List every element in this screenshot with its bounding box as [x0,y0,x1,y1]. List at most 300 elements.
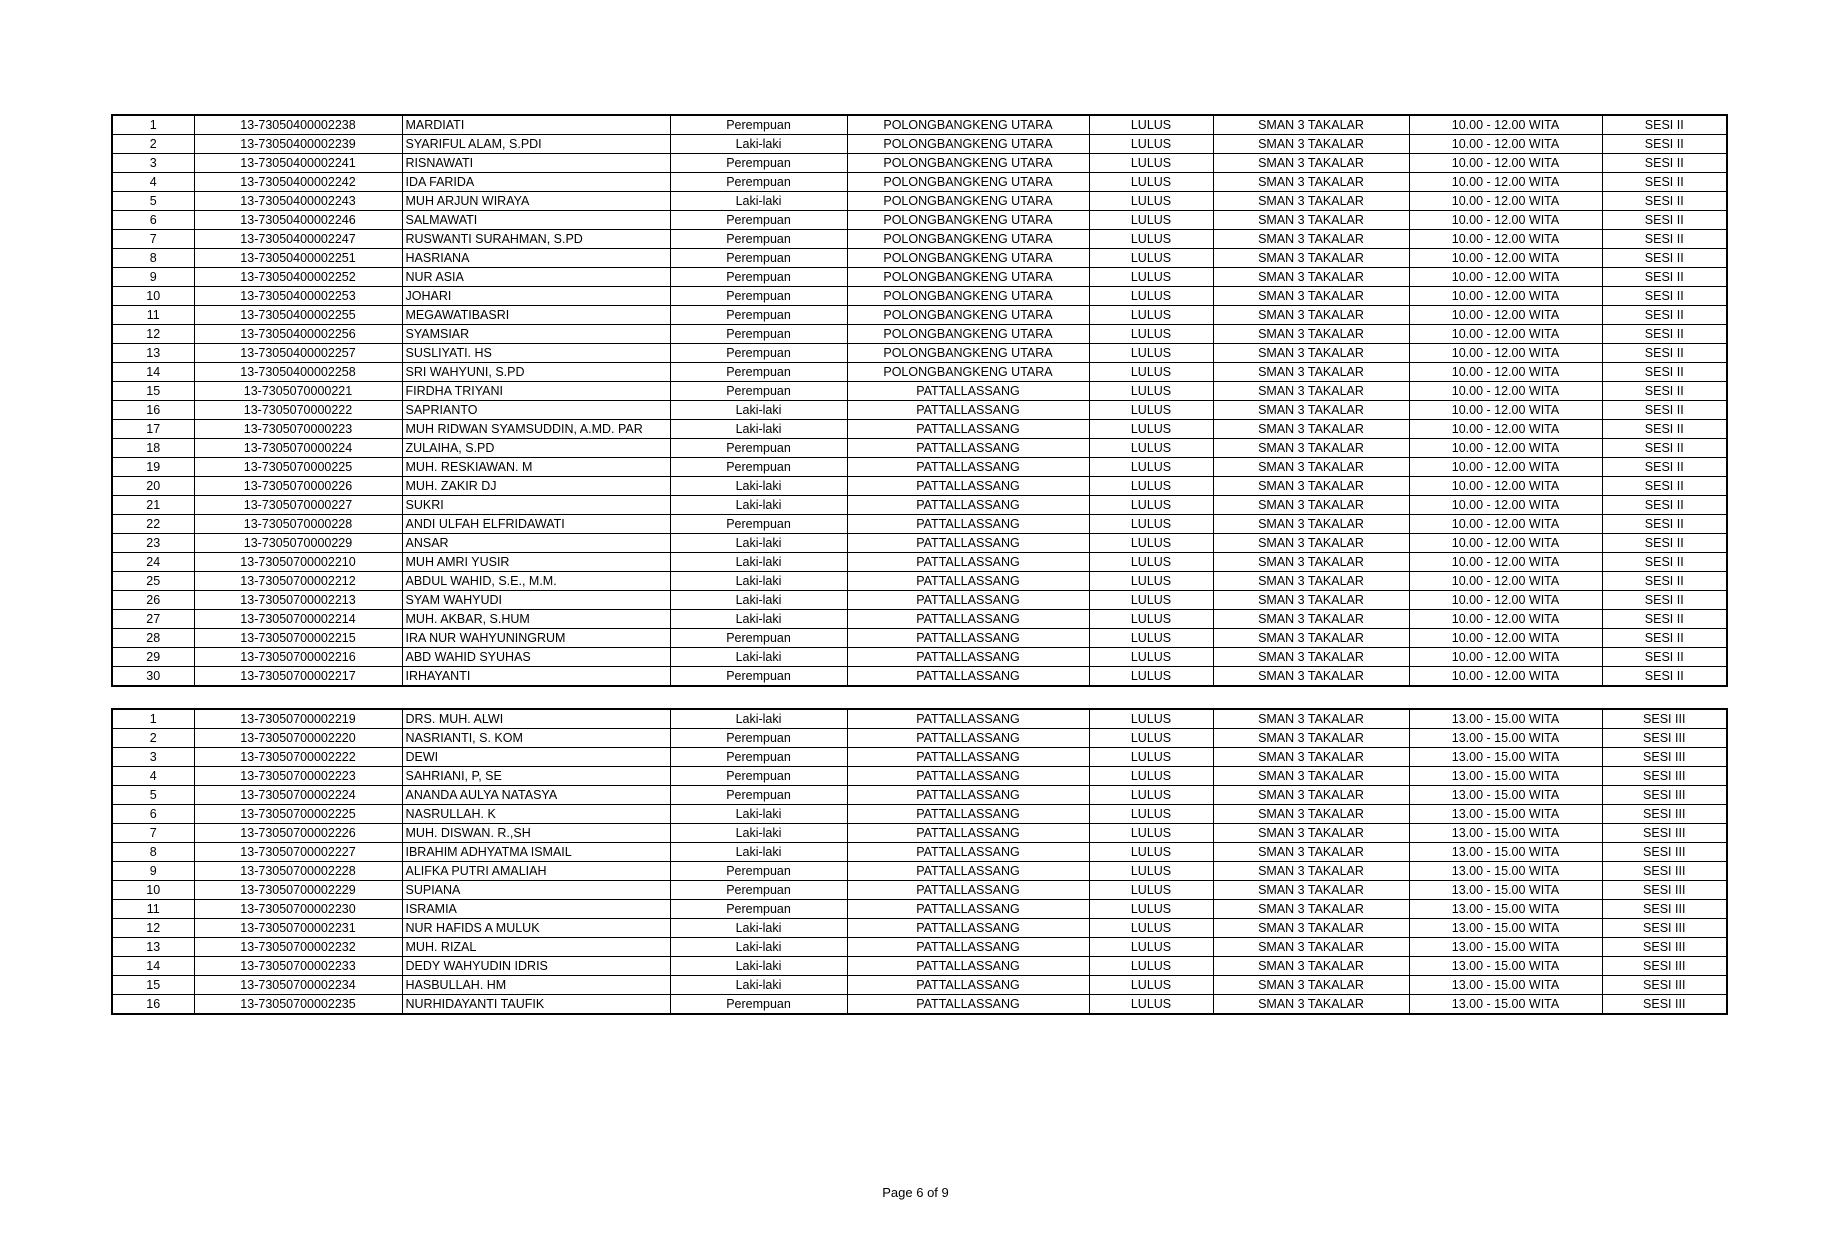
row-number-cell: 15 [112,976,194,995]
participant-id-cell: 13-73050400002253 [194,287,402,306]
table-row [112,211,1727,230]
participant-name-cell: MUH. RESKIAWAN. M [402,458,670,477]
table-row [112,667,1727,687]
table-row [112,135,1727,154]
status-cell: LULUS [1089,729,1213,748]
gender-cell: Perempuan [670,862,847,881]
row-number-cell: 6 [112,211,194,230]
table-row [112,477,1727,496]
participant-name-cell: RISNAWATI [402,154,670,173]
participant-name-cell: DRS. MUH. ALWI [402,709,670,729]
participant-name-cell: NURHIDAYANTI TAUFIK [402,995,670,1015]
exam-location-cell: SMAN 3 TAKALAR [1213,363,1409,382]
row-number-cell: 13 [112,344,194,363]
session-cell: SESI III [1602,976,1727,995]
district-cell: PATTALLASSANG [847,496,1089,515]
table-row [112,115,1727,135]
gender-cell: Perempuan [670,729,847,748]
table-row [112,154,1727,173]
exam-time-cell: 10.00 - 12.00 WITA [1409,287,1602,306]
exam-time-cell: 10.00 - 12.00 WITA [1409,211,1602,230]
participant-id-cell: 13-7305070000224 [194,439,402,458]
status-cell: LULUS [1089,629,1213,648]
district-cell: PATTALLASSANG [847,477,1089,496]
gender-cell: Perempuan [670,900,847,919]
exam-location-cell: SMAN 3 TAKALAR [1213,211,1409,230]
session-cell: SESI II [1602,173,1727,192]
gender-cell: Laki-laki [670,401,847,420]
gender-cell: Perempuan [670,268,847,287]
session-cell: SESI III [1602,881,1727,900]
session-cell: SESI II [1602,192,1727,211]
exam-location-cell: SMAN 3 TAKALAR [1213,900,1409,919]
gender-cell: Laki-laki [670,477,847,496]
table-row [112,230,1727,249]
status-cell: LULUS [1089,325,1213,344]
gender-cell: Laki-laki [670,553,847,572]
participant-id-cell: 13-73050700002225 [194,805,402,824]
row-number-cell: 2 [112,729,194,748]
exam-time-cell: 13.00 - 15.00 WITA [1409,919,1602,938]
participant-name-cell: SUSLIYATI. HS [402,344,670,363]
status-cell: LULUS [1089,900,1213,919]
row-number-cell: 24 [112,553,194,572]
district-cell: PATTALLASSANG [847,610,1089,629]
participant-id-cell: 13-73050400002258 [194,363,402,382]
row-number-cell: 15 [112,382,194,401]
participant-id-cell: 13-73050700002228 [194,862,402,881]
status-cell: LULUS [1089,230,1213,249]
status-cell: LULUS [1089,572,1213,591]
participant-name-cell: MUH. DISWAN. R.,SH [402,824,670,843]
exam-time-cell: 10.00 - 12.00 WITA [1409,115,1602,135]
status-cell: LULUS [1089,192,1213,211]
session-cell: SESI III [1602,900,1727,919]
row-number-cell: 10 [112,287,194,306]
status-cell: LULUS [1089,496,1213,515]
exam-location-cell: SMAN 3 TAKALAR [1213,192,1409,211]
exam-location-cell: SMAN 3 TAKALAR [1213,382,1409,401]
exam-time-cell: 10.00 - 12.00 WITA [1409,515,1602,534]
gender-cell: Laki-laki [670,192,847,211]
gender-cell: Perempuan [670,363,847,382]
district-cell: PATTALLASSANG [847,515,1089,534]
participant-id-cell: 13-7305070000227 [194,496,402,515]
status-cell: LULUS [1089,843,1213,862]
table-row [112,729,1727,748]
participant-name-cell: ANDI ULFAH ELFRIDAWATI [402,515,670,534]
district-cell: PATTALLASSANG [847,534,1089,553]
exam-time-cell: 10.00 - 12.00 WITA [1409,173,1602,192]
exam-location-cell: SMAN 3 TAKALAR [1213,496,1409,515]
gender-cell: Perempuan [670,115,847,135]
table-row [112,786,1727,805]
status-cell: LULUS [1089,786,1213,805]
row-number-cell: 29 [112,648,194,667]
exam-time-cell: 13.00 - 15.00 WITA [1409,976,1602,995]
status-cell: LULUS [1089,173,1213,192]
participant-name-cell: SRI WAHYUNI, S.PD [402,363,670,382]
status-cell: LULUS [1089,115,1213,135]
participant-id-cell: 13-73050700002210 [194,553,402,572]
exam-time-cell: 10.00 - 12.00 WITA [1409,230,1602,249]
row-number-cell: 5 [112,192,194,211]
district-cell: PATTALLASSANG [847,862,1089,881]
participant-id-cell: 13-73050700002232 [194,938,402,957]
exam-location-cell: SMAN 3 TAKALAR [1213,477,1409,496]
participant-table-sesi-2 [111,114,1728,687]
gender-cell: Perempuan [670,249,847,268]
exam-time-cell: 10.00 - 12.00 WITA [1409,553,1602,572]
participant-id-cell: 13-73050400002251 [194,249,402,268]
exam-location-cell: SMAN 3 TAKALAR [1213,767,1409,786]
table-row [112,843,1727,862]
gender-cell: Perempuan [670,786,847,805]
row-number-cell: 26 [112,591,194,610]
status-cell: LULUS [1089,515,1213,534]
participant-name-cell: FIRDHA TRIYANI [402,382,670,401]
participant-name-cell: JOHARI [402,287,670,306]
district-cell: PATTALLASSANG [847,748,1089,767]
exam-time-cell: 13.00 - 15.00 WITA [1409,881,1602,900]
exam-location-cell: SMAN 3 TAKALAR [1213,748,1409,767]
exam-time-cell: 10.00 - 12.00 WITA [1409,534,1602,553]
participant-name-cell: ANSAR [402,534,670,553]
district-cell: PATTALLASSANG [847,938,1089,957]
participant-name-cell: MUH RIDWAN SYAMSUDDIN, A.MD. PAR [402,420,670,439]
session-cell: SESI II [1602,135,1727,154]
table-row [112,439,1727,458]
status-cell: LULUS [1089,767,1213,786]
exam-time-cell: 10.00 - 12.00 WITA [1409,192,1602,211]
gender-cell: Perempuan [670,287,847,306]
exam-location-cell: SMAN 3 TAKALAR [1213,938,1409,957]
district-cell: PATTALLASSANG [847,401,1089,420]
exam-location-cell: SMAN 3 TAKALAR [1213,610,1409,629]
participant-id-cell: 13-73050700002216 [194,648,402,667]
session-cell: SESI II [1602,591,1727,610]
district-cell: POLONGBANGKENG UTARA [847,154,1089,173]
row-number-cell: 4 [112,173,194,192]
participant-name-cell: SYAM WAHYUDI [402,591,670,610]
status-cell: LULUS [1089,938,1213,957]
gender-cell: Laki-laki [670,976,847,995]
participant-name-cell: NUR HAFIDS A MULUK [402,919,670,938]
exam-location-cell: SMAN 3 TAKALAR [1213,115,1409,135]
table-row [112,420,1727,439]
participant-name-cell: SUPIANA [402,881,670,900]
session-cell: SESI II [1602,553,1727,572]
participant-name-cell: NUR ASIA [402,268,670,287]
district-cell: PATTALLASSANG [847,667,1089,687]
exam-time-cell: 10.00 - 12.00 WITA [1409,667,1602,687]
participant-id-cell: 13-73050700002214 [194,610,402,629]
session-cell: SESI III [1602,957,1727,976]
row-number-cell: 11 [112,900,194,919]
row-number-cell: 16 [112,401,194,420]
gender-cell: Perempuan [670,344,847,363]
session-cell: SESI II [1602,249,1727,268]
status-cell: LULUS [1089,477,1213,496]
district-cell: PATTALLASSANG [847,919,1089,938]
district-cell: PATTALLASSANG [847,767,1089,786]
exam-location-cell: SMAN 3 TAKALAR [1213,135,1409,154]
gender-cell: Laki-laki [670,572,847,591]
exam-location-cell: SMAN 3 TAKALAR [1213,805,1409,824]
exam-location-cell: SMAN 3 TAKALAR [1213,843,1409,862]
district-cell: PATTALLASSANG [847,824,1089,843]
district-cell: POLONGBANGKENG UTARA [847,363,1089,382]
table-row [112,919,1727,938]
exam-time-cell: 13.00 - 15.00 WITA [1409,729,1602,748]
participant-id-cell: 13-73050700002234 [194,976,402,995]
session-cell: SESI III [1602,843,1727,862]
session-cell: SESI III [1602,748,1727,767]
session-cell: SESI II [1602,477,1727,496]
participant-name-cell: SAPRIANTO [402,401,670,420]
participant-name-cell: ZULAIHA, S.PD [402,439,670,458]
table-row [112,515,1727,534]
status-cell: LULUS [1089,439,1213,458]
participant-name-cell: MUH ARJUN WIRAYA [402,192,670,211]
district-cell: PATTALLASSANG [847,458,1089,477]
table-row [112,805,1727,824]
district-cell: PATTALLASSANG [847,648,1089,667]
gender-cell: Perempuan [670,173,847,192]
session-cell: SESI II [1602,382,1727,401]
table-row [112,306,1727,325]
participant-id-cell: 13-73050400002252 [194,268,402,287]
row-number-cell: 12 [112,919,194,938]
session-cell: SESI III [1602,824,1727,843]
district-cell: PATTALLASSANG [847,881,1089,900]
participant-id-cell: 13-73050700002212 [194,572,402,591]
participant-name-cell: SALMAWATI [402,211,670,230]
session-cell: SESI II [1602,572,1727,591]
gender-cell: Laki-laki [670,496,847,515]
district-cell: POLONGBANGKENG UTARA [847,344,1089,363]
exam-time-cell: 10.00 - 12.00 WITA [1409,344,1602,363]
exam-location-cell: SMAN 3 TAKALAR [1213,249,1409,268]
gender-cell: Laki-laki [670,534,847,553]
gender-cell: Laki-laki [670,805,847,824]
table-row [112,767,1727,786]
exam-time-cell: 13.00 - 15.00 WITA [1409,709,1602,729]
participant-id-cell: 13-73050400002246 [194,211,402,230]
status-cell: LULUS [1089,748,1213,767]
participant-id-cell: 13-73050400002247 [194,230,402,249]
participant-name-cell: IBRAHIM ADHYATMA ISMAIL [402,843,670,862]
status-cell: LULUS [1089,648,1213,667]
status-cell: LULUS [1089,709,1213,729]
status-cell: LULUS [1089,306,1213,325]
row-number-cell: 9 [112,268,194,287]
table-row [112,249,1727,268]
status-cell: LULUS [1089,805,1213,824]
session-cell: SESI II [1602,211,1727,230]
gender-cell: Perempuan [670,382,847,401]
row-number-cell: 6 [112,805,194,824]
participant-id-cell: 13-7305070000226 [194,477,402,496]
table-row [112,496,1727,515]
row-number-cell: 12 [112,325,194,344]
gender-cell: Perempuan [670,881,847,900]
table-row [112,824,1727,843]
participant-name-cell: MUH AMRI YUSIR [402,553,670,572]
table-row [112,572,1727,591]
exam-location-cell: SMAN 3 TAKALAR [1213,401,1409,420]
district-cell: PATTALLASSANG [847,629,1089,648]
exam-location-cell: SMAN 3 TAKALAR [1213,786,1409,805]
exam-time-cell: 10.00 - 12.00 WITA [1409,629,1602,648]
participant-id-cell: 13-73050400002239 [194,135,402,154]
exam-location-cell: SMAN 3 TAKALAR [1213,458,1409,477]
participant-name-cell: ALIFKA PUTRI AMALIAH [402,862,670,881]
status-cell: LULUS [1089,401,1213,420]
status-cell: LULUS [1089,382,1213,401]
exam-time-cell: 13.00 - 15.00 WITA [1409,786,1602,805]
exam-time-cell: 10.00 - 12.00 WITA [1409,496,1602,515]
exam-location-cell: SMAN 3 TAKALAR [1213,553,1409,572]
session-cell: SESI II [1602,496,1727,515]
table-row [112,938,1727,957]
district-cell: PATTALLASSANG [847,729,1089,748]
participant-id-cell: 13-73050400002241 [194,154,402,173]
exam-time-cell: 13.00 - 15.00 WITA [1409,843,1602,862]
participant-name-cell: MUH. RIZAL [402,938,670,957]
gender-cell: Laki-laki [670,957,847,976]
row-number-cell: 18 [112,439,194,458]
participant-name-cell: SYARIFUL ALAM, S.PDI [402,135,670,154]
session-cell: SESI II [1602,629,1727,648]
gender-cell: Perempuan [670,748,847,767]
status-cell: LULUS [1089,881,1213,900]
table-row [112,268,1727,287]
table-row [112,325,1727,344]
session-cell: SESI II [1602,515,1727,534]
exam-location-cell: SMAN 3 TAKALAR [1213,306,1409,325]
exam-time-cell: 10.00 - 12.00 WITA [1409,401,1602,420]
page-number: Page 6 of 9 [882,1185,949,1200]
exam-location-cell: SMAN 3 TAKALAR [1213,881,1409,900]
participant-id-cell: 13-7305070000221 [194,382,402,401]
row-number-cell: 7 [112,824,194,843]
session-cell: SESI II [1602,363,1727,382]
session-cell: SESI II [1602,230,1727,249]
status-cell: LULUS [1089,344,1213,363]
exam-location-cell: SMAN 3 TAKALAR [1213,957,1409,976]
participant-id-cell: 13-73050700002220 [194,729,402,748]
status-cell: LULUS [1089,135,1213,154]
row-number-cell: 19 [112,458,194,477]
exam-time-cell: 10.00 - 12.00 WITA [1409,648,1602,667]
session-cell: SESI II [1602,420,1727,439]
table-row [112,192,1727,211]
participant-name-cell: MEGAWATIBASRI [402,306,670,325]
participant-id-cell: 13-73050400002242 [194,173,402,192]
participant-id-cell: 13-73050700002222 [194,748,402,767]
participant-name-cell: IRA NUR WAHYUNINGRUM [402,629,670,648]
row-number-cell: 1 [112,115,194,135]
table-row [112,862,1727,881]
table-row [112,629,1727,648]
row-number-cell: 14 [112,957,194,976]
session-cell: SESI III [1602,995,1727,1015]
session-cell: SESI III [1602,729,1727,748]
session-cell: SESI III [1602,938,1727,957]
table-row [112,287,1727,306]
participant-name-cell: SUKRI [402,496,670,515]
participant-name-cell: SAHRIANI, P, SE [402,767,670,786]
district-cell: POLONGBANGKENG UTARA [847,135,1089,154]
row-number-cell: 3 [112,748,194,767]
district-cell: POLONGBANGKENG UTARA [847,173,1089,192]
participant-name-cell: DEDY WAHYUDIN IDRIS [402,957,670,976]
participant-name-cell: HASRIANA [402,249,670,268]
session-cell: SESI II [1602,154,1727,173]
table-row [112,344,1727,363]
participant-id-cell: 13-73050400002238 [194,115,402,135]
district-cell: PATTALLASSANG [847,805,1089,824]
participant-name-cell: ISRAMIA [402,900,670,919]
gender-cell: Perempuan [670,306,847,325]
district-cell: POLONGBANGKENG UTARA [847,211,1089,230]
gender-cell: Laki-laki [670,843,847,862]
row-number-cell: 23 [112,534,194,553]
district-cell: PATTALLASSANG [847,843,1089,862]
participant-id-cell: 13-73050400002257 [194,344,402,363]
exam-location-cell: SMAN 3 TAKALAR [1213,919,1409,938]
participant-name-cell: NASRIANTI, S. KOM [402,729,670,748]
gender-cell: Laki-laki [670,591,847,610]
district-cell: POLONGBANGKENG UTARA [847,230,1089,249]
district-cell: POLONGBANGKENG UTARA [847,268,1089,287]
gender-cell: Laki-laki [670,135,847,154]
participant-id-cell: 13-7305070000228 [194,515,402,534]
exam-location-cell: SMAN 3 TAKALAR [1213,824,1409,843]
district-cell: PATTALLASSANG [847,786,1089,805]
exam-location-cell: SMAN 3 TAKALAR [1213,420,1409,439]
session-cell: SESI II [1602,268,1727,287]
participant-name-cell: MARDIATI [402,115,670,135]
exam-location-cell: SMAN 3 TAKALAR [1213,667,1409,687]
participant-name-cell: DEWI [402,748,670,767]
row-number-cell: 30 [112,667,194,687]
row-number-cell: 20 [112,477,194,496]
gender-cell: Laki-laki [670,938,847,957]
district-cell: PATTALLASSANG [847,900,1089,919]
exam-time-cell: 10.00 - 12.00 WITA [1409,268,1602,287]
participant-name-cell: HASBULLAH. HM [402,976,670,995]
exam-location-cell: SMAN 3 TAKALAR [1213,515,1409,534]
participant-id-cell: 13-73050700002229 [194,881,402,900]
exam-time-cell: 10.00 - 12.00 WITA [1409,249,1602,268]
row-number-cell: 17 [112,420,194,439]
participant-id-cell: 13-73050700002230 [194,900,402,919]
row-number-cell: 4 [112,767,194,786]
row-number-cell: 28 [112,629,194,648]
row-number-cell: 5 [112,786,194,805]
session-cell: SESI II [1602,648,1727,667]
exam-time-cell: 13.00 - 15.00 WITA [1409,900,1602,919]
exam-location-cell: SMAN 3 TAKALAR [1213,439,1409,458]
exam-time-cell: 10.00 - 12.00 WITA [1409,135,1602,154]
table-row [112,976,1727,995]
exam-time-cell: 13.00 - 15.00 WITA [1409,938,1602,957]
table-row [112,173,1727,192]
session-cell: SESI II [1602,344,1727,363]
status-cell: LULUS [1089,667,1213,687]
